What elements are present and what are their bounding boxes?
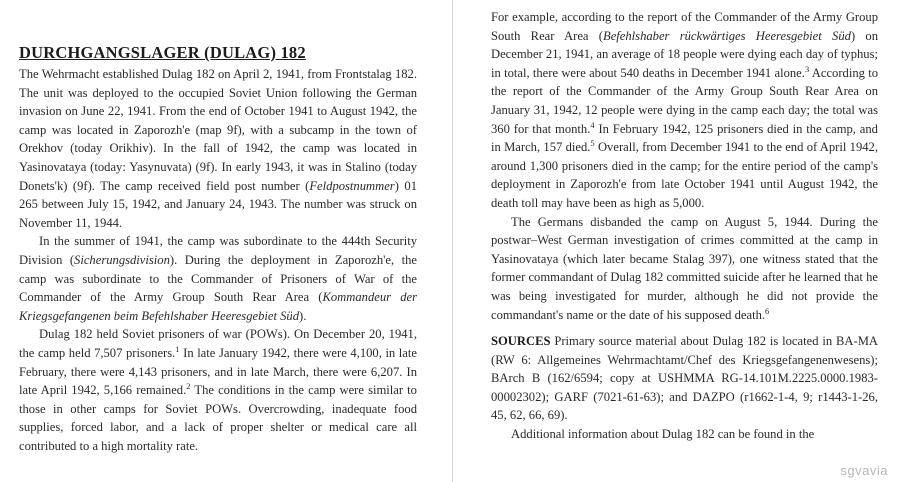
footnote-ref-3[interactable]: 3 <box>804 63 810 74</box>
paragraph-prisoners: Dulag 182 held Soviet prisoners of war (POWs). On December 20, 1941, the camp held 7,507 prisoners.$^1$ In late January 1942, there were 4,100, in late February, there were 4,143 prisoners, and in late March, there were 6,207. In late April 1942, 5,166 remained.$^2$ The conditions in the camp were similar to those in other camps for Soviet POWs. Overcrowding, inadequate food supplies, forced labor, and a lack of proper shelter or medical care all contributed to a high mortality rate. <box>19 327 417 453</box>
footnote-ref-6[interactable]: 6 <box>765 305 770 316</box>
column-divider <box>452 0 453 482</box>
footnote-ref-2[interactable]: 2 <box>186 381 191 392</box>
left-column <box>19 42 417 455</box>
right-column <box>491 8 878 444</box>
paragraph-disbandment: The Germans disbanded the camp on August 5, 1944. During the postwar–West German investigation of crimes committed at the camp in Yasinovataya (which later became Stalag 397), one witness stated that the former commandant of Dulag 182 committed suicide after he learned that he was being investigated for murder, although he did not provide the commandant's name or the date of his supposed death.$^6$ <box>491 214 878 322</box>
paragraph-mortality: For example, according to the report of the Commander of the Army Group South Rear Area (Befehlshaber rückwärtiges Heeresgebiet Süd) on December 21, 1941, an average of 18 people were dying each day of typhus; in total, there were about 540 deaths in December 1941 alone.$^3$ According to the report of the Commander of the Army Group South Rear Area on January 31, 1942, 12 people were dying in the camp each day; the total was 360 for that month.$^4$ In February 1942, 125 prisoners died in the camp, and in March, 157 died.$^5$ Overall, from December 1941 to the end of April 1942, around 1,300 prisoners died in the camp; for the entire period of the camp's deployment in Zaporozh'e from late October 1941 until August 1942, the death toll may have been as high as 5,000. <box>491 10 879 210</box>
paragraph-sources: SOURCES Primary source material about Dulag 182 is located in BA-MA (RW 6: Allgemeines Wehrmachtamt/Chef des Kriegsgefangenenwesens); BArch B (162/6594; copy at USHMMA RG-14.101M.2225.0000.1983-00002302); GARF (7021-61-63); and DAZPO (r1662-1-4, 9; r1443-1-26, 45, 62, 66, 69). <box>491 334 878 423</box>
paragraph-establishment: The Wehrmacht established Dulag 182 on April 2, 1941, from Frontstalag 182. The unit was deployed to the occupied Soviet Union following the German invasion on June 22, 1941. From the end of October 1941 to August 1942, the camp was located in Zaporozh'e (map 9f), with a subcamp in the town of Orekhov (today Orikhiv). In the fall of 1942, the camp was located in Yasinovataya (today: Yasynuvata) (9f). In early 1943, it was in Stalino (today Donets'k) (9f). The camp received field post number (Feldpostnummer) 01 265 between July 15, 1942, and January 24, 1943. The number was struck on November 11, 1944. <box>19 67 417 230</box>
sources-label: SOURCES <box>491 334 551 349</box>
entry-title: DURCHGANGSLAGER (DULAG) 182 <box>19 43 306 62</box>
paragraph-subordination: In the summer of 1941, the camp was subordinate to the 444th Security Division (Sicherungsdivision). During the deployment in Zaporozh'e, the camp was subordinate to the Commander of Prisoners of War of the Commander of the Army Group South Rear Area (Kommandeur der Kriegsgefangenen beim Befehlshaber Heeresgebiet Süd). <box>19 234 417 323</box>
footnote-ref-1[interactable]: 1 <box>175 343 180 354</box>
watermark-logo: sgvavia <box>840 463 888 478</box>
footnote-ref-5[interactable]: 5 <box>590 138 595 149</box>
paragraph-additional-info: Additional information about Dulag 182 can be found in the <box>511 427 815 442</box>
footnote-ref-4[interactable]: 4 <box>590 119 595 130</box>
